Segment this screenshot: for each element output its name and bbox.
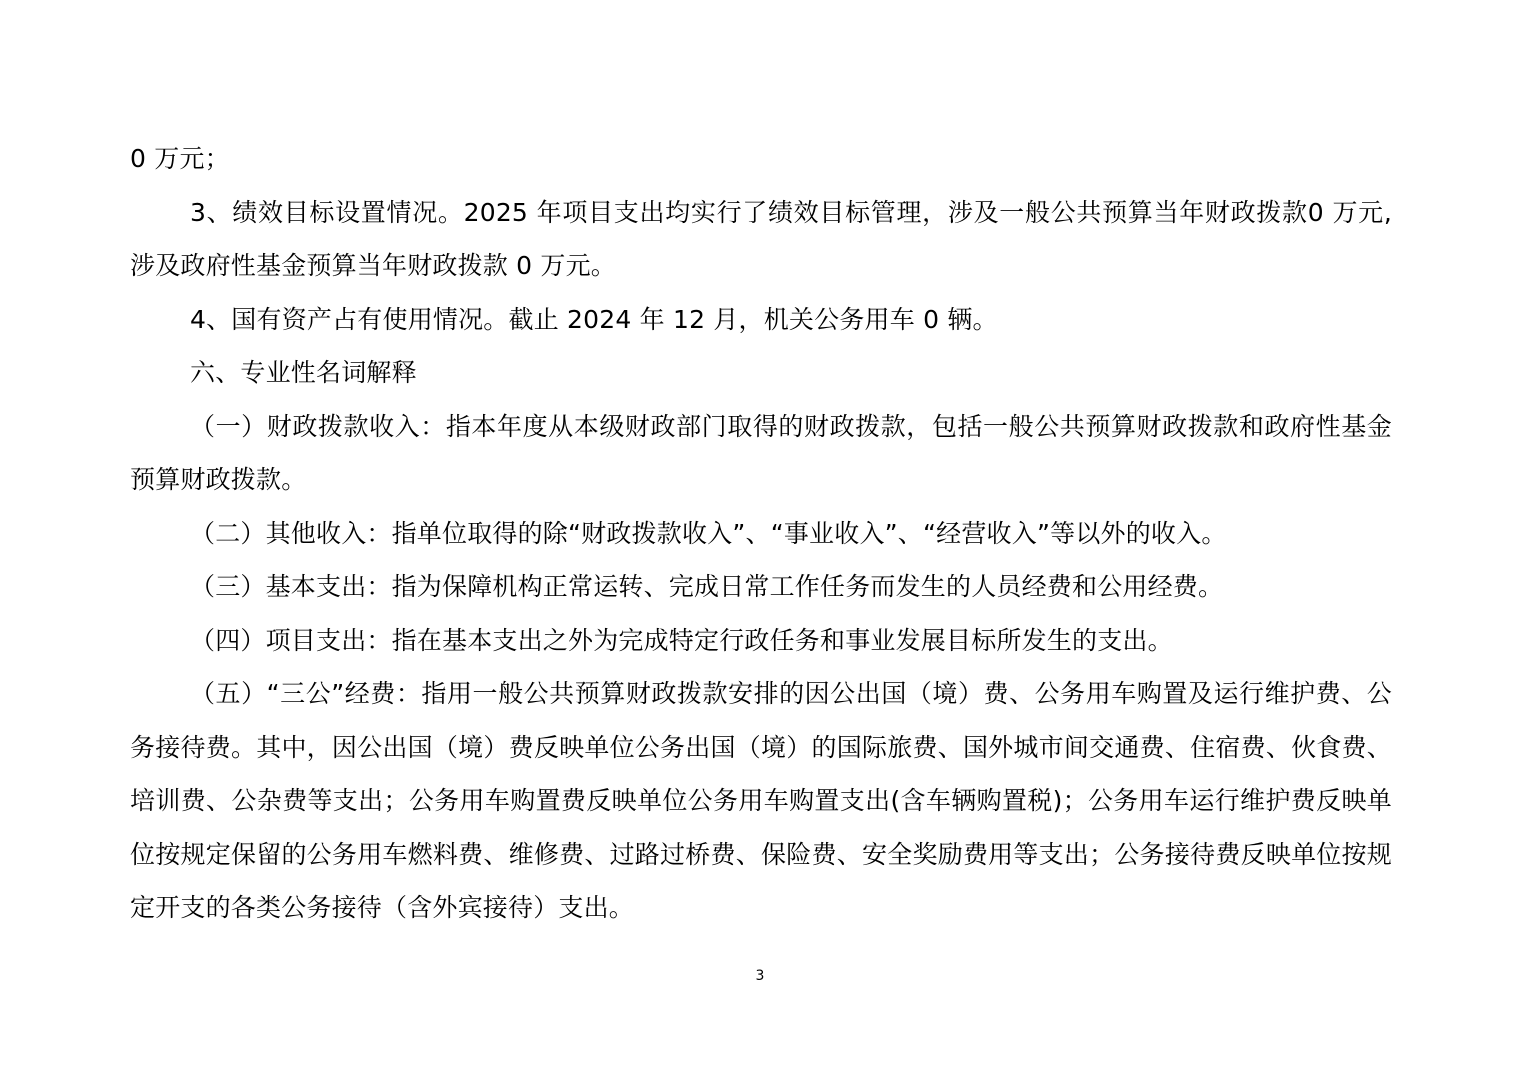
term-other-income: （二）其他收入：指单位取得的除“财政拨款收入”、“事业收入”、“经营收入”等以外的收入。 xyxy=(190,518,1227,548)
paragraph-continuation: 0 万元； xyxy=(130,144,230,173)
term-three-public-expenses: （五）“三公”经费：指用一般公共预算财政拨款安排的因公出国（境）费、公务用车购置及运行维护费、公务接待费。其中，因公出国（境）费反映单位公务出国（境）的国际旅费、国外城市间交通费、住宿费、伙食费、培训费、公杂费等支出；公务用车购置费反映单位公务用车购置支出(含车辆购置税)；公务用车运行维护费反映单位按规定保留的公务用车燃料费、维修费、过路过桥费、保险费、安全奖励费用等支出；公务接待费反映单位按规定开支的各类公务接待（含外宾接待）支出。 xyxy=(130,679,1392,922)
term-project-expenditure: （四）项目支出：指在基本支出之外为完成特定行政任务和事业发展目标所发生的支出。 xyxy=(190,625,1173,655)
document-body xyxy=(130,132,1392,935)
page-number: 3 xyxy=(755,968,765,984)
section-heading-terms: 六、专业性名词解释 xyxy=(190,358,417,387)
paragraph-state-assets: 4、国有资产占有使用情况。截止 2024 年 12 月，机关公务用车 0 辆。 xyxy=(190,304,998,334)
paragraph-performance-goals: 3、绩效目标设置情况。2025 年项目支出均实行了绩效目标管理，涉及一般公共预算当年财政拨款0 万元,涉及政府性基金预算当年财政拨款 0 万元。 xyxy=(130,197,1392,280)
term-basic-expenditure: （三）基本支出：指为保障机构正常运转、完成日常工作任务而发生的人员经费和公用经费。 xyxy=(190,572,1224,601)
term-fiscal-appropriation-income: （一）财政拨款收入：指本年度从本级财政部门取得的财政拨款，包括一般公共预算财政拨款和政府性基金预算财政拨款。 xyxy=(130,411,1392,494)
